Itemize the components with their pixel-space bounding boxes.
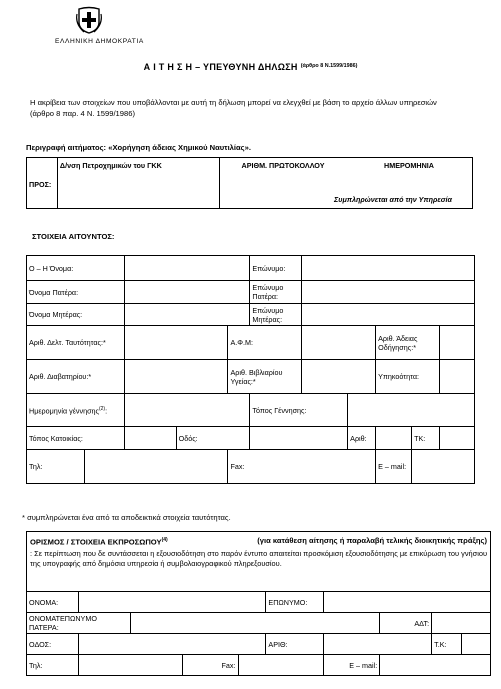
email-label: Ε – mail:: [376, 450, 412, 484]
father-name-input[interactable]: [124, 281, 250, 304]
greek-coat-of-arms-icon: [76, 6, 102, 34]
rep-phone-input[interactable]: [78, 655, 182, 676]
rep-text: : Σε περίπτωση που δε συντάσσεται η εξουσιοδότηση στο παρόν έντυπο απαιτείται προσκόμιση εξουσιοδότησης με επικύρωση του γνήσιου της υπογραφής από δημόσια υπηρεσία ή συμβολαιογραφικού πληρεξουσίου.: [30, 548, 487, 568]
rep-postal-input[interactable]: [462, 634, 491, 655]
applicant-table: [26, 255, 475, 484]
birth-date-label: Ημερομηνία γέννησης$^{(2)}$:: [27, 394, 125, 427]
title-law-ref: (άρθρο 8 Ν.1599/1986): [300, 63, 358, 69]
rep-head-rest: (για κατάθεση αίτησης ή παραλαβή τελικής διοικητικής πράξης): [257, 536, 487, 545]
birth-date-input[interactable]: [124, 394, 250, 427]
pros-value[interactable]: Δ/νση Πετροχημικών του ΓΚΚ: [57, 158, 219, 209]
rep-father-label: ΟΝΟΜΑΤΕΠΩΝΥΜΟ ΠΑΤΕΡΑ:: [27, 613, 131, 634]
request-description: [26, 143, 251, 152]
residence-label: Τόπος Κατοικίας:: [27, 427, 125, 450]
number-input[interactable]: [376, 427, 412, 450]
name-label: Ο – Η Όνομα:: [27, 256, 125, 281]
name-input[interactable]: [124, 256, 250, 281]
health-book-input[interactable]: [302, 360, 376, 394]
birth-date-sup: (2): [98, 405, 106, 412]
phone-label: Τηλ:: [27, 450, 85, 484]
rep-name-label: ΟΝΟΜΑ:: [27, 592, 79, 613]
applicant-section-title: ΣΤΟΙΧΕΙΑ ΑΙΤΟΥΝΤΟΣ:: [32, 232, 115, 241]
rep-phone-label: Τηλ:: [27, 655, 79, 676]
father-surname-label: Επώνυμο Πατέρα:: [250, 281, 302, 304]
birth-place-label: Τόπος Γέννησης:: [250, 394, 348, 427]
republic-label: ΕΛΛΗΝΙΚΗ ΔΗΜΟΚΡΑΤΙΑ: [55, 38, 144, 45]
service-fields: [220, 158, 473, 209]
rep-adt-input[interactable]: [432, 613, 491, 634]
phone-input[interactable]: [84, 450, 228, 484]
surname-label: Επώνυμο:: [250, 256, 302, 281]
date-label: ΗΜΕΡΟΜΗΝΙΑ: [384, 161, 434, 170]
rep-email-input[interactable]: [380, 655, 491, 676]
rep-name-input[interactable]: [78, 592, 265, 613]
father-name-label: Όνομα Πατέρα:: [27, 281, 125, 304]
representative-table: [26, 531, 491, 676]
intro-text: Η ακρίβεια των στοιχείων που υποβάλλονται με αυτή τη δήλωση μπορεί να ελεγχθεί με βάση το αρχείο άλλων υπηρεσιών (άρθρο 8 παρ. 4 Ν. 1599/1986): [30, 98, 437, 118]
id-number-label: Αριθ. Δελτ. Ταυτότητας:*: [27, 326, 125, 360]
rep-street-input[interactable]: [78, 634, 265, 655]
number-label: Αριθ:: [348, 427, 376, 450]
rep-father-input[interactable]: [130, 613, 379, 634]
desc-label: Περιγραφή αιτήματος:: [26, 143, 107, 152]
father-surname-input[interactable]: [302, 281, 475, 304]
rep-email-label: E – mail:: [324, 655, 380, 676]
passport-label: Αριθ. Διαβατηρίου:*: [27, 360, 125, 394]
rep-head: [30, 536, 487, 547]
street-input[interactable]: [250, 427, 348, 450]
mother-name-input[interactable]: [124, 304, 250, 326]
rep-street-label: ΟΔΟΣ:: [27, 634, 79, 655]
birth-place-input[interactable]: [348, 394, 475, 427]
rep-number-label: ΑΡΙΘ:: [266, 634, 324, 655]
representative-header: [27, 532, 491, 592]
protocol-label: ΑΡΙΘΜ. ΠΡΩΤΟΚΟΛΛΟΥ: [241, 161, 325, 170]
afm-label: Α.Φ.Μ:: [228, 326, 302, 360]
mother-surname-label: Επώνυμο Μητέρας:: [250, 304, 302, 326]
recipient-table: [26, 157, 473, 209]
street-label: Οδός:: [176, 427, 250, 450]
rep-postal-label: Τ.Κ:: [432, 634, 462, 655]
residence-input[interactable]: [124, 427, 176, 450]
title-text: Α Ι Τ Η Σ Η – ΥΠΕΥΘΥΝΗ ΔΗΛΩΣΗ: [143, 62, 298, 72]
fax-label: Fax:: [228, 450, 302, 484]
nationality-label: Υπηκοότητα:: [376, 360, 440, 394]
health-book-label: Αριθ. Βιβλιαρίου Υγείας:*: [228, 360, 302, 394]
rep-surname-input[interactable]: [324, 592, 491, 613]
desc-value: «Χορήγηση άδειας Χημικού Ναυτιλίας».: [108, 143, 251, 152]
mother-surname-input[interactable]: [302, 304, 475, 326]
identity-note: * συμπληρώνεται ένα από τα αποδεικτικά στοιχεία ταυτότητας.: [22, 513, 231, 522]
driving-license-label: Αριθ. Άδειας Οδήγησης:*: [376, 326, 440, 360]
passport-input[interactable]: [124, 360, 228, 394]
driving-license-input[interactable]: [440, 326, 475, 360]
afm-input[interactable]: [302, 326, 376, 360]
rep-head-title: ΟΡΙΣΜΟΣ / ΣΤΟΙΧΕΙΑ ΕΚΠΡΟΣΩΠΟΥ: [30, 537, 162, 547]
rep-fax-input[interactable]: [238, 655, 324, 676]
pros-label: ΠΡΟΣ:: [27, 158, 58, 209]
postal-input[interactable]: [440, 427, 475, 450]
postal-label: ΤΚ:: [412, 427, 440, 450]
rep-surname-label: ΕΠΩΝΥΜΟ:: [266, 592, 324, 613]
rep-adt-label: ΑΔΤ:: [380, 613, 432, 634]
rep-fax-label: Fax:: [182, 655, 238, 676]
nationality-input[interactable]: [440, 360, 475, 394]
service-note: Συμπληρώνεται από την Υπηρεσία: [334, 195, 452, 204]
page-title: [0, 62, 501, 72]
rep-number-input[interactable]: [324, 634, 432, 655]
surname-input[interactable]: [302, 256, 475, 281]
fax-input[interactable]: [302, 450, 376, 484]
id-number-input[interactable]: [124, 326, 228, 360]
email-input[interactable]: [412, 450, 475, 484]
mother-name-label: Όνομα Μητέρας:: [27, 304, 125, 326]
rep-head-sup: (4): [161, 537, 168, 543]
birth-date-text: Ημερομηνία γέννησης: [29, 406, 99, 416]
